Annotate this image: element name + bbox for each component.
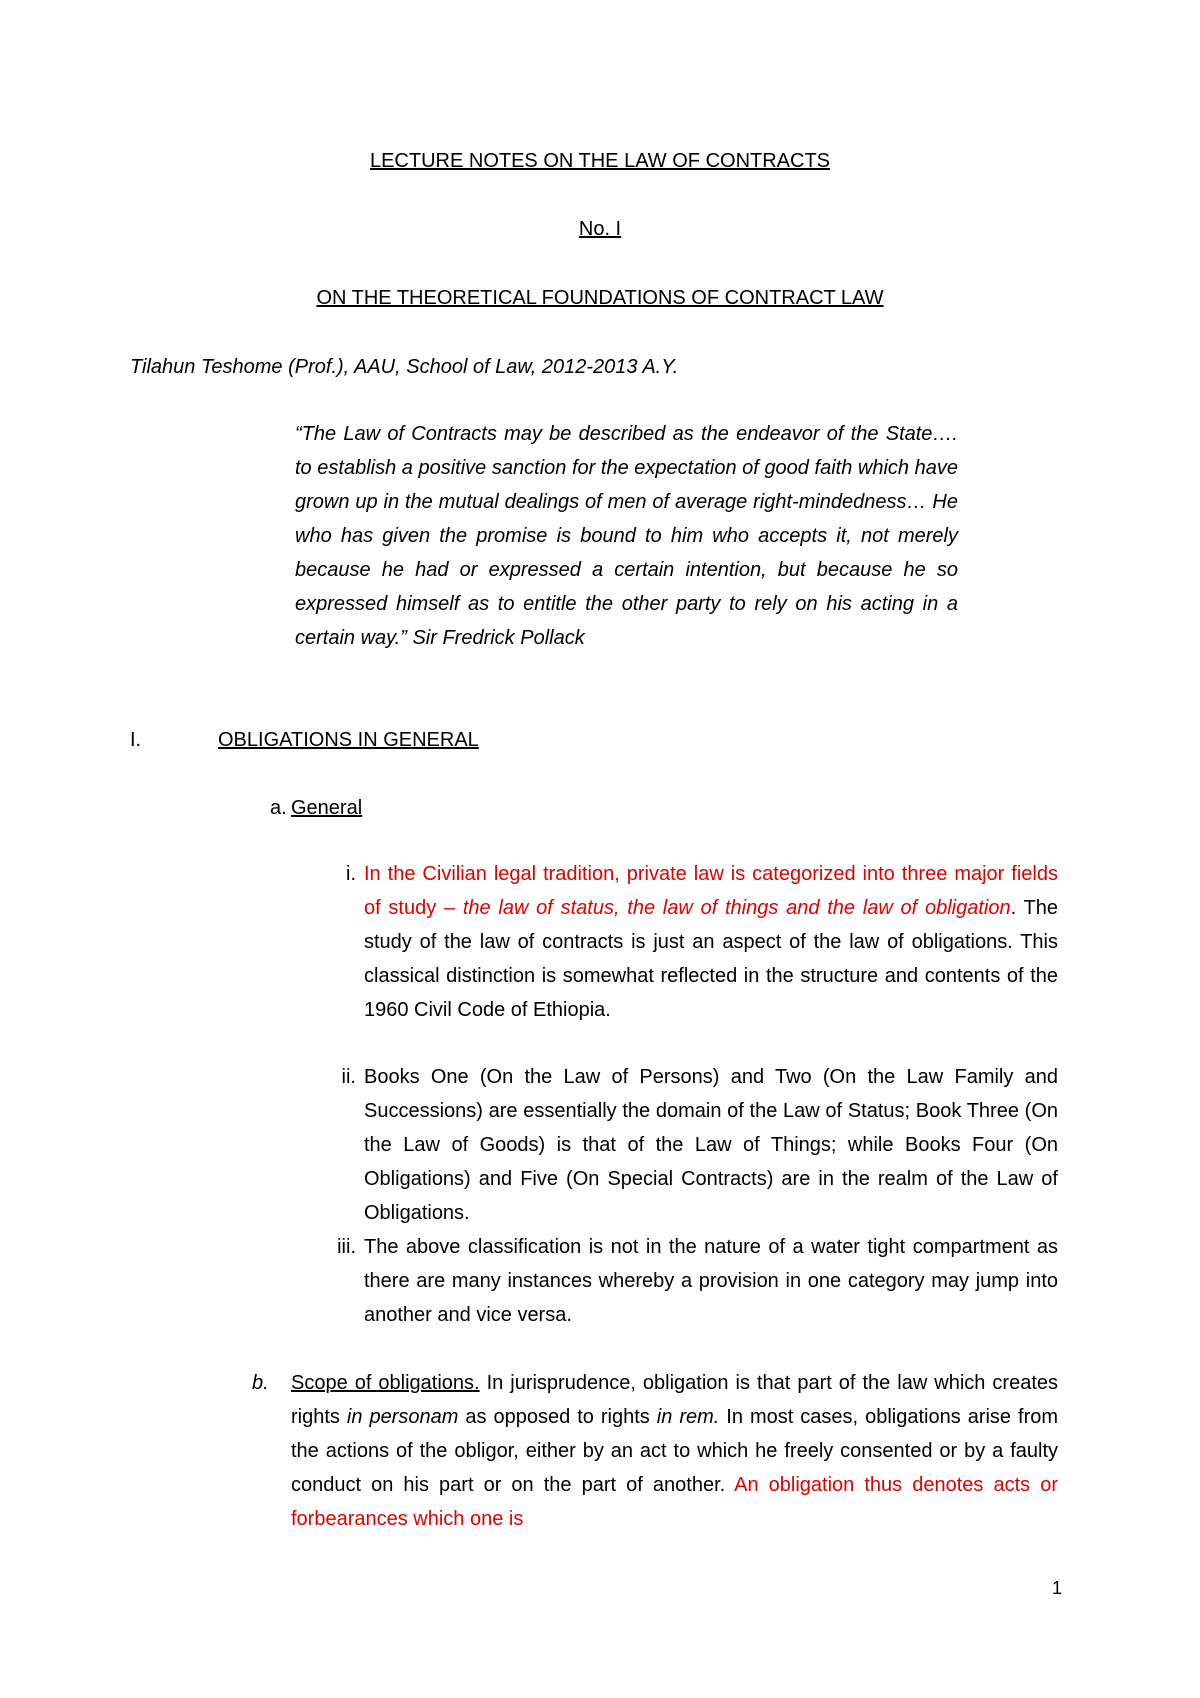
subsection-a-marker: a. xyxy=(270,797,287,819)
subsection-b-red-tail: An obligation thus denotes acts or forbearances which one is xyxy=(291,1474,1058,1530)
subsection-b-text-3: In most cases, obligations arise from the actions of the obligor, either by an act to which he freely consented or by a faulty conduct on his part or on the part of another. xyxy=(291,1406,1059,1496)
page-number: 1 xyxy=(1052,1578,1063,1598)
list-item-ii: Books One (On the Law of Persons) and Two (On the Law Family and Successions) are essentially the domain of the Law of Status; Book Three (On the Law of Goods) is that of the Law of Things; while Books Four (On Obligations) and Five (On Special Contracts) are in the realm of the Law of Obligations. xyxy=(364,1066,1058,1224)
document-subtitle: ON THE THEORETICAL FOUNDATIONS OF CONTRACT LAW xyxy=(316,287,884,309)
list-item-i-rest: . The study of the law of contracts is just an aspect of the law of obligations. This classical distinction is somewhat reflected in the structure and contents of the 1960 Civil Code of Ethiopia. xyxy=(364,897,1058,1021)
list-item-i-red-lead: In the Civilian legal tradition, private law is categorized into three major fields of study – xyxy=(364,863,1058,919)
epigraph-quote: “The Law of Contracts may be described as the endeavor of the State…. to establish a positive sanction for the expectation of good faith which have grown up in the mutual dealings of men of average right-mindedness… He who has given the promise is bound to him who accepts it, not merely because he had or expressed a certain intention, but because he so expressed himself as to entitle the other party to rely on his acting in a certain way.” Sir Fredrick Pollack xyxy=(295,423,958,649)
subsection-a-heading: General xyxy=(291,797,363,819)
list-marker-ii: ii. xyxy=(341,1066,356,1088)
list-item-i-red-italic: the law of status, the law of things and the law of obligation xyxy=(462,897,1011,919)
list-item-iii: The above classification is not in the nature of a water tight compartment as there are many instances whereby a provision in one category may jump into another and vice versa. xyxy=(364,1236,1058,1326)
subsection-b-italic-1: in personam xyxy=(346,1406,459,1428)
list-marker-i: i. xyxy=(346,863,356,885)
section-numeral: I. xyxy=(130,729,142,751)
subsection-b-text-1: In jurisprudence, obligation is that part of the law which creates rights xyxy=(291,1372,1058,1428)
document-title: LECTURE NOTES ON THE LAW OF CONTRACTS xyxy=(369,150,831,172)
section-heading: OBLIGATIONS IN GENERAL xyxy=(218,729,479,751)
subsection-b-paragraph xyxy=(291,1366,1058,1536)
author-line: Tilahun Teshome (Prof.), AAU, School of Law, 2012-2013 A.Y. xyxy=(130,356,679,378)
subsection-b-heading: Scope of obligations. xyxy=(291,1372,480,1394)
list-marker-iii: iii. xyxy=(337,1236,356,1258)
subsection-b-italic-2: in rem. xyxy=(656,1406,720,1428)
lecture-number: No. I xyxy=(578,218,622,240)
subsection-b-text-2: as opposed to rights xyxy=(458,1406,657,1428)
subsection-b-marker: b. xyxy=(252,1372,269,1394)
list-item-i xyxy=(364,857,1058,1027)
